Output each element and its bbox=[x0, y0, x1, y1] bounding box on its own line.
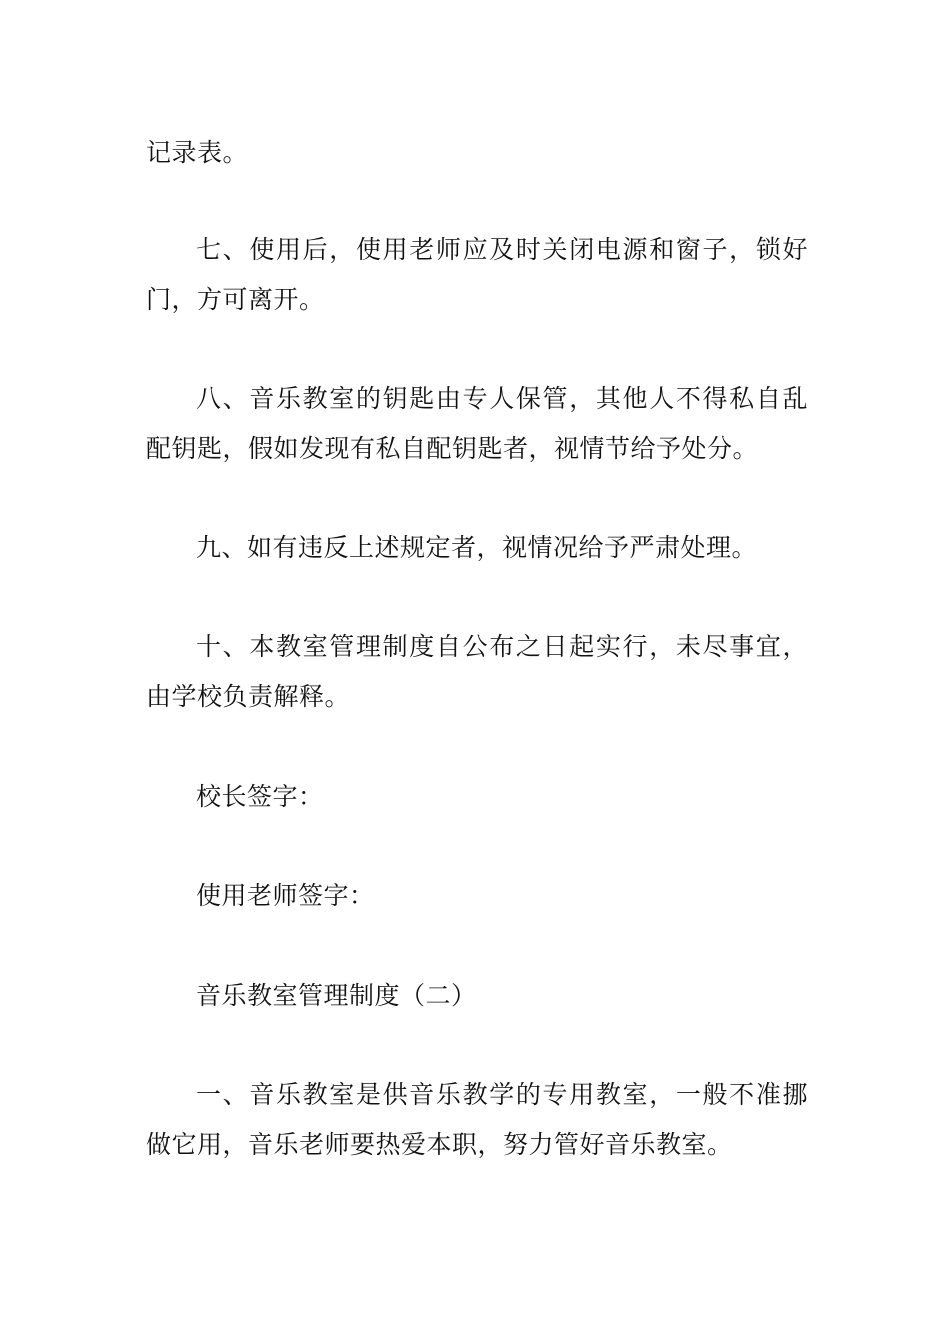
rule-10-line-1: 十、本教室管理制度自公布之日起实行，未尽事宜， bbox=[196, 632, 808, 661]
rule-1-line-2: 做它用，音乐老师要热爱本职，努力管好音乐教室。 bbox=[146, 1130, 733, 1159]
rule-7-line-2: 门，方可离开。 bbox=[146, 285, 325, 314]
section-heading-music-room-rules-2: 音乐教室管理制度（二） bbox=[196, 981, 477, 1010]
rule-8-line-2: 配钥匙，假如发现有私自配钥匙者，视情节给予处分。 bbox=[146, 434, 759, 463]
text-line-record-table: 记录表。 bbox=[146, 138, 249, 167]
rule-9-line: 九、如有违反上述规定者，视情况给予严肃处理。 bbox=[196, 533, 758, 562]
rule-7-line-1: 七、使用后，使用老师应及时关闭电源和窗子，锁好 bbox=[196, 235, 808, 264]
rule-1-line-1: 一、音乐教室是供音乐教学的专用教室，一般不准挪 bbox=[196, 1080, 808, 1109]
rule-10-line-2: 由学校负责解释。 bbox=[146, 682, 351, 711]
rule-8-line-1: 八、音乐教室的钥匙由专人保管，其他人不得私自乱 bbox=[196, 384, 808, 413]
principal-signature-label: 校长签字： bbox=[196, 782, 324, 811]
teacher-signature-label: 使用老师签字： bbox=[196, 881, 375, 910]
